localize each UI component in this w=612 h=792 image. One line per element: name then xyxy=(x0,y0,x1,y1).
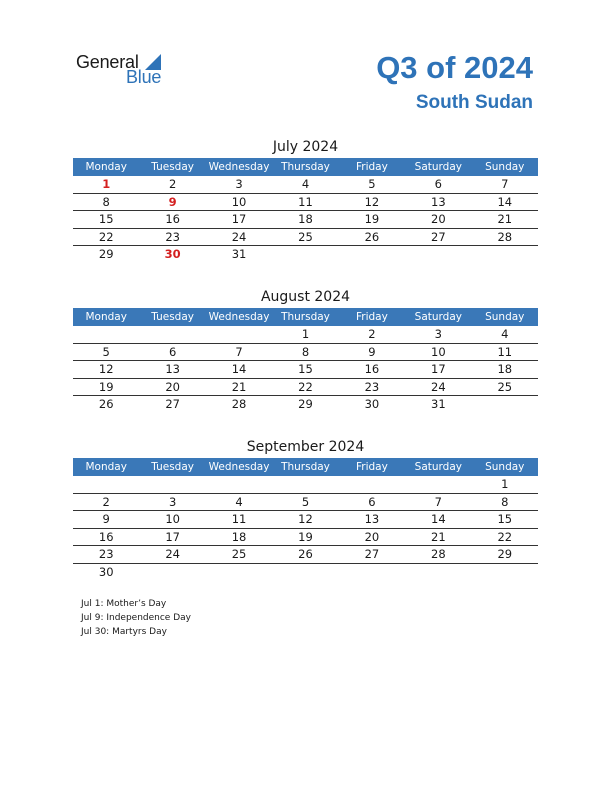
day-cell: 4 xyxy=(206,493,272,511)
month-july xyxy=(73,136,538,263)
weekday-header: Sunday xyxy=(472,458,538,476)
holiday-note: Jul 30: Martyrs Day xyxy=(81,627,167,637)
day-cell: 3 xyxy=(139,493,205,511)
day-cell: 12 xyxy=(73,361,139,379)
day-cell: 14 xyxy=(472,193,538,211)
day-cell: 28 xyxy=(472,228,538,246)
day-cell: 9 xyxy=(339,343,405,361)
day-cell: 15 xyxy=(272,361,338,379)
weekday-header: Friday xyxy=(339,158,405,176)
weekday-header: Saturday xyxy=(405,308,471,326)
day-cell: 28 xyxy=(231,397,247,412)
day-cell: 24 xyxy=(139,546,205,564)
day-cell: 13 xyxy=(339,511,405,529)
holiday-notes xyxy=(81,597,191,639)
day-cell xyxy=(139,476,205,493)
day-cell: 6 xyxy=(139,343,205,361)
month-title: August 2024 xyxy=(260,289,351,305)
day-cell xyxy=(272,476,338,493)
day-cell: 8 xyxy=(73,193,139,211)
weekday-header: Thursday xyxy=(272,308,338,326)
day-cell: 16 xyxy=(139,211,205,229)
weekday-header: Thursday xyxy=(272,158,338,176)
day-cell: 22 xyxy=(472,528,538,546)
weekday-header: Tuesday xyxy=(139,158,205,176)
weekday-header: Monday xyxy=(73,158,139,176)
week-row xyxy=(73,511,538,529)
day-cell xyxy=(73,476,139,493)
day-cell: 4 xyxy=(272,176,338,193)
day-cell: 29 xyxy=(98,247,114,262)
month-title: September 2024 xyxy=(246,439,365,455)
day-cell: 27 xyxy=(405,228,471,246)
country-subtitle: South Sudan xyxy=(415,92,533,113)
day-cell: 29 xyxy=(472,546,538,564)
day-cell: 13 xyxy=(139,361,205,379)
day-cell: 21 xyxy=(472,211,538,229)
week-row xyxy=(73,211,538,229)
day-cell: 31 xyxy=(431,397,446,412)
week-row xyxy=(73,246,538,263)
day-cell: 10 xyxy=(206,193,272,211)
day-cell: 13 xyxy=(405,193,471,211)
day-cell: 31 xyxy=(231,247,247,262)
week-row xyxy=(73,563,538,580)
logo xyxy=(76,52,176,92)
day-cell: 19 xyxy=(272,528,338,546)
week-row xyxy=(73,176,538,193)
day-cell: 2 xyxy=(339,326,405,343)
day-cell xyxy=(206,563,272,580)
day-cell: 30 xyxy=(98,564,114,579)
day-cell: 2 xyxy=(73,493,139,511)
day-cell: 18 xyxy=(472,361,538,379)
day-cell: 10 xyxy=(405,343,471,361)
weekday-header: Friday xyxy=(339,458,405,476)
holiday-note: Jul 1: Mother’s Day xyxy=(81,599,167,609)
week-row xyxy=(73,476,538,493)
day-cell: 6 xyxy=(339,493,405,511)
weekday-header: Monday xyxy=(73,458,139,476)
day-cell: 20 xyxy=(405,211,471,229)
day-cell: 12 xyxy=(272,511,338,529)
day-cell: 25 xyxy=(472,378,538,396)
day-cell xyxy=(472,396,538,413)
calendar-grid xyxy=(73,458,538,580)
day-cell: 14 xyxy=(405,511,471,529)
day-cell: 15 xyxy=(73,211,139,229)
weekday-header: Sunday xyxy=(472,308,538,326)
day-cell: 21 xyxy=(405,528,471,546)
week-row xyxy=(73,361,538,379)
week-row xyxy=(73,528,538,546)
day-cell: 16 xyxy=(73,528,139,546)
day-cell xyxy=(405,563,471,580)
day-cell: 12 xyxy=(339,193,405,211)
weekday-header: Saturday xyxy=(405,158,471,176)
week-row xyxy=(73,343,538,361)
day-cell: 4 xyxy=(472,326,538,343)
holiday-note: Jul 9: Independence Day xyxy=(81,613,191,623)
day-cell: 20 xyxy=(139,378,205,396)
day-cell: 26 xyxy=(98,397,114,412)
day-cell: 2 xyxy=(139,176,205,193)
page-title: Q3 of 2024 xyxy=(376,50,533,85)
day-cell: 19 xyxy=(73,378,139,396)
month-title: July 2024 xyxy=(272,139,339,155)
week-row xyxy=(73,396,538,413)
day-cell: 5 xyxy=(73,343,139,361)
day-cell xyxy=(339,476,405,493)
day-cell: 14 xyxy=(206,361,272,379)
week-row xyxy=(73,326,538,343)
day-cell: 11 xyxy=(472,343,538,361)
weekday-header: Saturday xyxy=(405,458,471,476)
calendar-grid xyxy=(73,308,538,413)
weekday-header: Sunday xyxy=(472,158,538,176)
day-cell: 3 xyxy=(206,176,272,193)
calendar-grid xyxy=(73,158,538,263)
day-cell xyxy=(272,563,338,580)
weekday-header: Thursday xyxy=(272,458,338,476)
day-cell: 17 xyxy=(139,528,205,546)
day-cell: 18 xyxy=(272,211,338,229)
month-september xyxy=(73,436,538,580)
day-cell xyxy=(139,563,205,580)
day-cell: 11 xyxy=(272,193,338,211)
day-cell: 21 xyxy=(206,378,272,396)
day-cell: 22 xyxy=(272,378,338,396)
day-cell: 18 xyxy=(206,528,272,546)
day-cell: 23 xyxy=(73,546,139,564)
day-cell: 1 xyxy=(73,176,139,193)
day-cell: 9 xyxy=(73,511,139,529)
day-cell: 25 xyxy=(206,546,272,564)
day-cell: 26 xyxy=(272,546,338,564)
weekday-header: Wednesday xyxy=(206,458,272,476)
day-cell: 3 xyxy=(405,326,471,343)
day-cell: 24 xyxy=(405,378,471,396)
logo-blue-text: Blue xyxy=(126,67,162,87)
week-row xyxy=(73,378,538,396)
day-cell: 24 xyxy=(206,228,272,246)
day-cell: 23 xyxy=(339,378,405,396)
day-cell xyxy=(73,326,139,343)
day-cell: 20 xyxy=(339,528,405,546)
month-august xyxy=(73,286,538,413)
week-row xyxy=(73,193,538,211)
day-cell: 8 xyxy=(472,493,538,511)
weekday-header: Friday xyxy=(339,308,405,326)
day-cell: 6 xyxy=(405,176,471,193)
day-cell xyxy=(405,476,471,493)
weekday-header: Tuesday xyxy=(139,458,205,476)
day-cell: 30 xyxy=(364,397,380,412)
day-cell: 1 xyxy=(472,476,538,493)
day-cell: 28 xyxy=(405,546,471,564)
day-cell: 10 xyxy=(139,511,205,529)
week-row xyxy=(73,228,538,246)
day-cell: 22 xyxy=(73,228,139,246)
day-cell: 5 xyxy=(339,176,405,193)
day-cell: 9 xyxy=(139,193,205,211)
day-cell xyxy=(405,246,471,263)
week-row xyxy=(73,493,538,511)
day-cell xyxy=(272,246,338,263)
weekday-header: Wednesday xyxy=(206,158,272,176)
day-cell: 23 xyxy=(139,228,205,246)
day-cell: 27 xyxy=(165,397,180,412)
weekday-header: Wednesday xyxy=(206,308,272,326)
day-cell: 7 xyxy=(206,343,272,361)
day-cell xyxy=(139,326,205,343)
day-cell: 7 xyxy=(405,493,471,511)
day-cell: 26 xyxy=(339,228,405,246)
day-cell: 7 xyxy=(472,176,538,193)
day-cell: 29 xyxy=(298,397,313,412)
day-cell xyxy=(472,563,538,580)
day-cell: 30 xyxy=(164,247,181,262)
day-cell xyxy=(206,476,272,493)
day-cell: 15 xyxy=(472,511,538,529)
day-cell xyxy=(206,326,272,343)
day-cell: 16 xyxy=(339,361,405,379)
day-cell: 17 xyxy=(206,211,272,229)
day-cell: 19 xyxy=(339,211,405,229)
day-cell xyxy=(339,246,405,263)
day-cell: 11 xyxy=(206,511,272,529)
day-cell: 17 xyxy=(405,361,471,379)
weekday-header: Monday xyxy=(73,308,139,326)
week-row xyxy=(73,546,538,564)
day-cell: 1 xyxy=(272,326,338,343)
day-cell xyxy=(339,563,405,580)
weekday-header: Tuesday xyxy=(139,308,205,326)
day-cell xyxy=(472,246,538,263)
logo-general-text: General xyxy=(76,52,139,72)
day-cell: 8 xyxy=(272,343,338,361)
day-cell: 25 xyxy=(272,228,338,246)
day-cell: 5 xyxy=(272,493,338,511)
day-cell: 27 xyxy=(339,546,405,564)
